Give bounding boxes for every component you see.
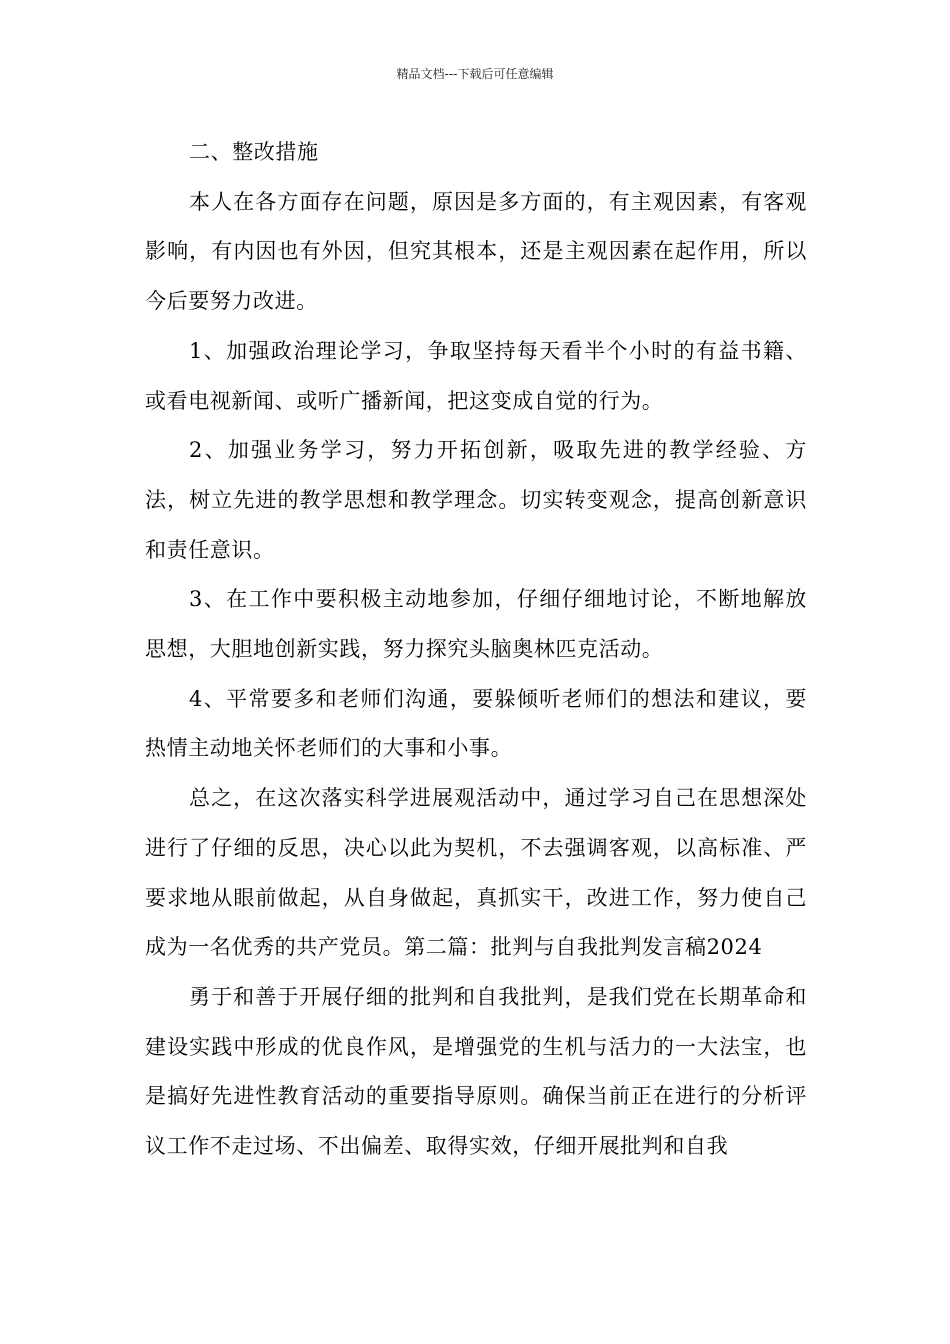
paragraph: 3、在工作中要积极主动地参加，仔细仔细地讨论，不断地解放思想，大胆地创新实践，努力探究头脑奥林匹克活动。 [145, 587, 807, 662]
paragraph: 勇于和善于开展仔细的批判和自我批判，是我们党在长期革命和建设实践中形成的优良作风，是增强党的生机与活力的一大法宝，也是搞好先进性教育活动的重要指导原则。确保当前正在进行的分析评议工作不走过场、不出偏差、取得实效，仔细开展批判和自我 [145, 984, 807, 1159]
paragraph: 本人在各方面存在问题，原因是多方面的，有主观因素，有客观影响，有内因也有外因，但究其根本，还是主观因素在起作用，所以今后要努力改进。 [145, 189, 807, 314]
paragraph: 4、平常要多和老师们沟通，要躲倾听老师们的想法和建议，要热情主动地关怀老师们的大事和小事。 [145, 686, 807, 761]
paragraph: 2、加强业务学习，努力开拓创新，吸取先进的教学经验、方法，树立先进的教学思想和教学理念。切实转变观念，提高创新意识和责任意识。 [145, 438, 807, 562]
section-heading: 二、整改措施 [189, 140, 319, 164]
paragraph: 1、加强政治理论学习，争取坚持每天看半个小时的有益书籍、或看电视新闻、或听广播新闻，把这变成自觉的行为。 [145, 338, 807, 413]
paragraph: 总之，在这次落实科学进展观活动中，通过学习自己在思想深处进行了仔细的反思，决心以此为契机，不去强调客观，以高标准、严要求地从眼前做起，从自身做起，真抓实干，改进工作，努力使自己成为一名优秀的共产党员。第二篇：批判与自我批判发言稿2024 [145, 786, 807, 960]
document-body [145, 128, 807, 1172]
page-header: 精品文档---下载后可任意编辑 [396, 67, 554, 81]
